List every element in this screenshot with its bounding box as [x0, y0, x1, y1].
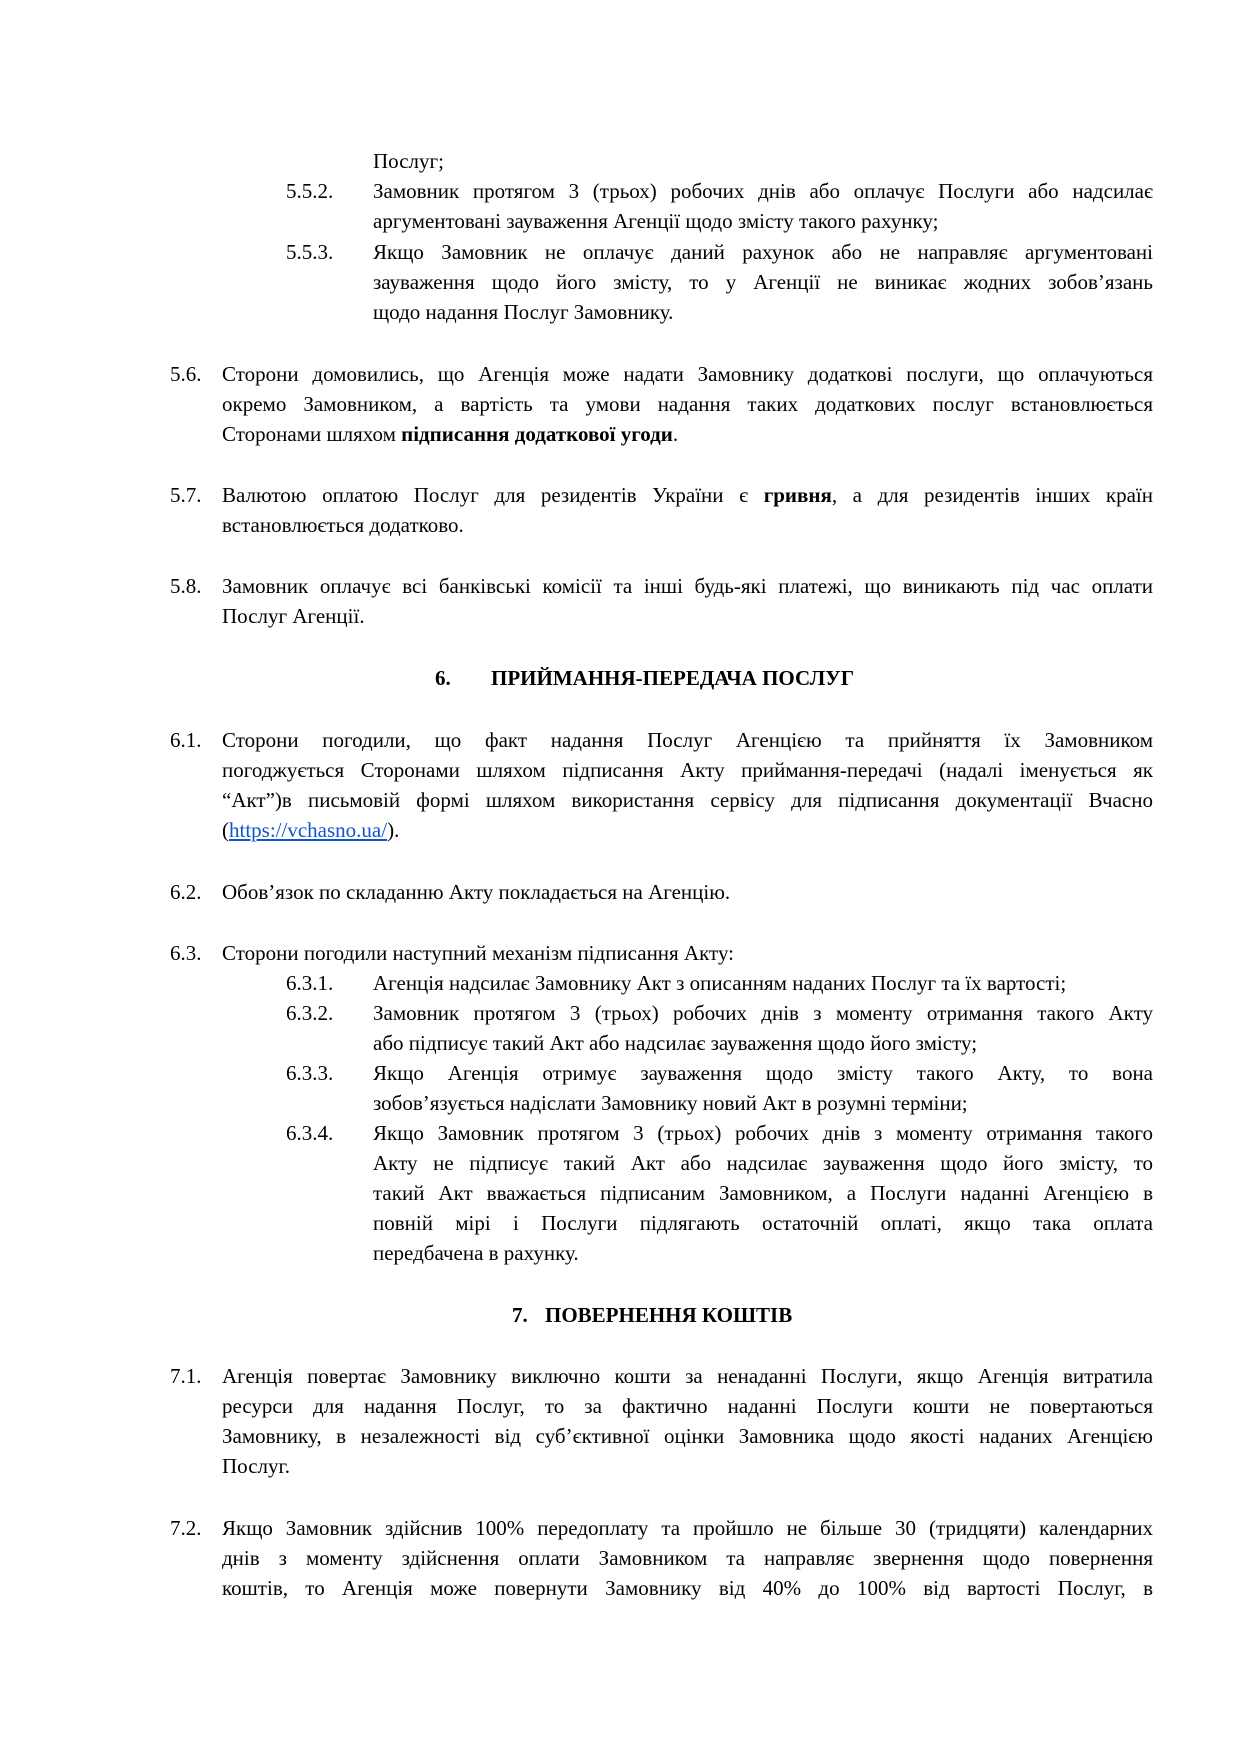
- clause-6-3-4-line-4: повній мірі і Послуги підлягають остаточній оплаті, якщо така оплата: [373, 1211, 1153, 1235]
- clause-5-5-1-continuation: Послуг;: [373, 149, 444, 173]
- clause-number-5-8: 5.8.: [170, 574, 202, 598]
- clause-number-6-3-4: 6.3.4.: [286, 1121, 334, 1145]
- clause-5-8-line-2: Послуг Агенції.: [222, 604, 365, 628]
- clause-5-5-2-line-2: аргументовані зауваження Агенції щодо змісту такого рахунку;: [373, 209, 939, 233]
- clause-6-3-1-line-1: Агенція надсилає Замовнику Акт з описанням наданих Послуг та їх вартості;: [373, 971, 1067, 995]
- clause-5-5-3-line-3: щодо надання Послуг Замовнику.: [373, 300, 674, 324]
- clause-7-2-line-1: Якщо Замовник здійснив 100% передоплату та пройшло не більше 30 (тридцяти) календарних: [222, 1516, 1153, 1540]
- clause-5-6-line-1: Сторони домовились, що Агенція може надати Замовнику додаткові послуги, що оплачуються: [222, 362, 1153, 386]
- clause-number-6-3-2: 6.3.2.: [286, 1001, 334, 1025]
- clause-number-6-3-1: 6.3.1.: [286, 971, 334, 995]
- clause-6-1-line-2: погоджується Сторонами шляхом підписання Акту приймання-передачі (надалі іменується як: [222, 758, 1153, 782]
- clause-5-6-line-3: Сторонами шляхом підписання додаткової угоди.: [222, 422, 679, 446]
- clause-number-6-3-3: 6.3.3.: [286, 1061, 334, 1085]
- clause-5-7-line-2: встановлюється додатково.: [222, 513, 464, 537]
- clause-7-1-line-2: ресурси для надання Послуг, то за фактично наданні Послуги кошти не повертаються: [222, 1394, 1153, 1418]
- clause-number-6-3: 6.3.: [170, 941, 202, 965]
- clause-7-2-line-2: днів з моменту здійснення оплати Замовником та направляє звернення щодо повернення: [222, 1546, 1153, 1570]
- clause-number-5-5-2: 5.5.2.: [286, 179, 334, 203]
- clause-6-3-2-line-1: Замовник протягом 3 (трьох) робочих днів з моменту отримання такого Акту: [373, 1001, 1153, 1025]
- clause-6-3-3-line-1: Якщо Агенція отримує зауваження щодо змісту такого Акту, то вона: [373, 1061, 1153, 1085]
- clause-number-5-7: 5.7.: [170, 483, 202, 507]
- clause-number-5-6: 5.6.: [170, 362, 202, 386]
- clause-7-1-line-1: Агенція повертає Замовнику виключно кошти за ненаданні Послуги, якщо Агенція витратила: [222, 1364, 1153, 1388]
- clause-6-1-line-4: (https://vchasno.ua/).: [222, 818, 400, 842]
- clause-7-2-line-3: коштів, то Агенція може повернути Замовнику від 40% до 100% від вартості Послуг, в: [222, 1576, 1153, 1600]
- clause-6-3-4-line-1: Якщо Замовник протягом 3 (трьох) робочих днів з моменту отримання такого: [373, 1121, 1153, 1145]
- currency-bold: гривня: [763, 483, 832, 507]
- section-7-title: ПОВЕРНЕННЯ КОШТІВ: [545, 1303, 793, 1327]
- section-6-title: ПРИЙМАННЯ-ПЕРЕДАЧА ПОСЛУГ: [491, 666, 855, 690]
- clause-6-3-4-line-2: Акту не підписує такий Акт або надсилає зауваження щодо його змісту, то: [373, 1151, 1153, 1175]
- clause-number-6-1: 6.1.: [170, 728, 202, 752]
- clause-5-6-line-2: окремо Замовником, а вартість та умови надання таких додаткових послуг встановлюється: [222, 392, 1153, 416]
- clause-number-5-5-3: 5.5.3.: [286, 240, 334, 264]
- section-6-number: 6.: [435, 666, 451, 690]
- clause-5-8-line-1: Замовник оплачує всі банківські комісії та інші будь-які платежі, що виникають під час оплати: [222, 574, 1153, 598]
- clause-6-1-line-3: “Акт”)в письмовій формі шляхом використання сервісу для підписання документації Вчасно: [222, 788, 1153, 812]
- clause-6-3-2-line-2: або підписує такий Акт або надсилає зауваження щодо його змісту;: [373, 1031, 978, 1055]
- clause-6-3-line-1: Сторони погодили наступний механізм підписання Акту:: [222, 941, 735, 965]
- clause-6-3-4-line-3: такий Акт вважається підписаним Замовником, а Послуги наданні Агенцією в: [373, 1181, 1153, 1205]
- clause-number-7-1: 7.1.: [170, 1364, 202, 1388]
- clause-number-7-2: 7.2.: [170, 1516, 202, 1540]
- clause-6-3-3-line-2: зобов’язується надіслати Замовнику новий Акт в розумні терміни;: [373, 1091, 968, 1115]
- clause-7-1-line-4: Послуг.: [222, 1454, 290, 1478]
- clause-6-1-line-1: Сторони погодили, що факт надання Послуг Агенцією та прийняття їх Замовником: [222, 728, 1153, 752]
- clause-number-6-2: 6.2.: [170, 880, 202, 904]
- section-7-number: 7.: [512, 1303, 528, 1327]
- additional-agreement-bold: підписання додаткової угоди: [401, 422, 673, 446]
- clause-5-7-line-1: Валютою оплатою Послуг для резидентів України є гривня, а для резидентів інших країн: [222, 483, 1153, 507]
- clause-6-2-line-1: Обов’язок по складанню Акту покладається на Агенцію.: [222, 880, 731, 904]
- clause-5-5-3-line-1: Якщо Замовник не оплачує даний рахунок або не направляє аргументовані: [373, 240, 1153, 264]
- vchasno-link[interactable]: https://vchasno.ua/: [229, 818, 388, 842]
- clause-5-5-2-line-1: Замовник протягом 3 (трьох) робочих днів або оплачує Послуги або надсилає: [373, 179, 1153, 203]
- clause-5-5-3-line-2: зауваження щодо його змісту, то у Агенції не виникає жодних зобов’язань: [373, 270, 1153, 294]
- clause-7-1-line-3: Замовнику, в незалежності від суб’єктивної оцінки Замовника щодо якості наданих Агенцією: [222, 1424, 1153, 1448]
- clause-6-3-4-line-5: передбачена в рахунку.: [373, 1241, 579, 1265]
